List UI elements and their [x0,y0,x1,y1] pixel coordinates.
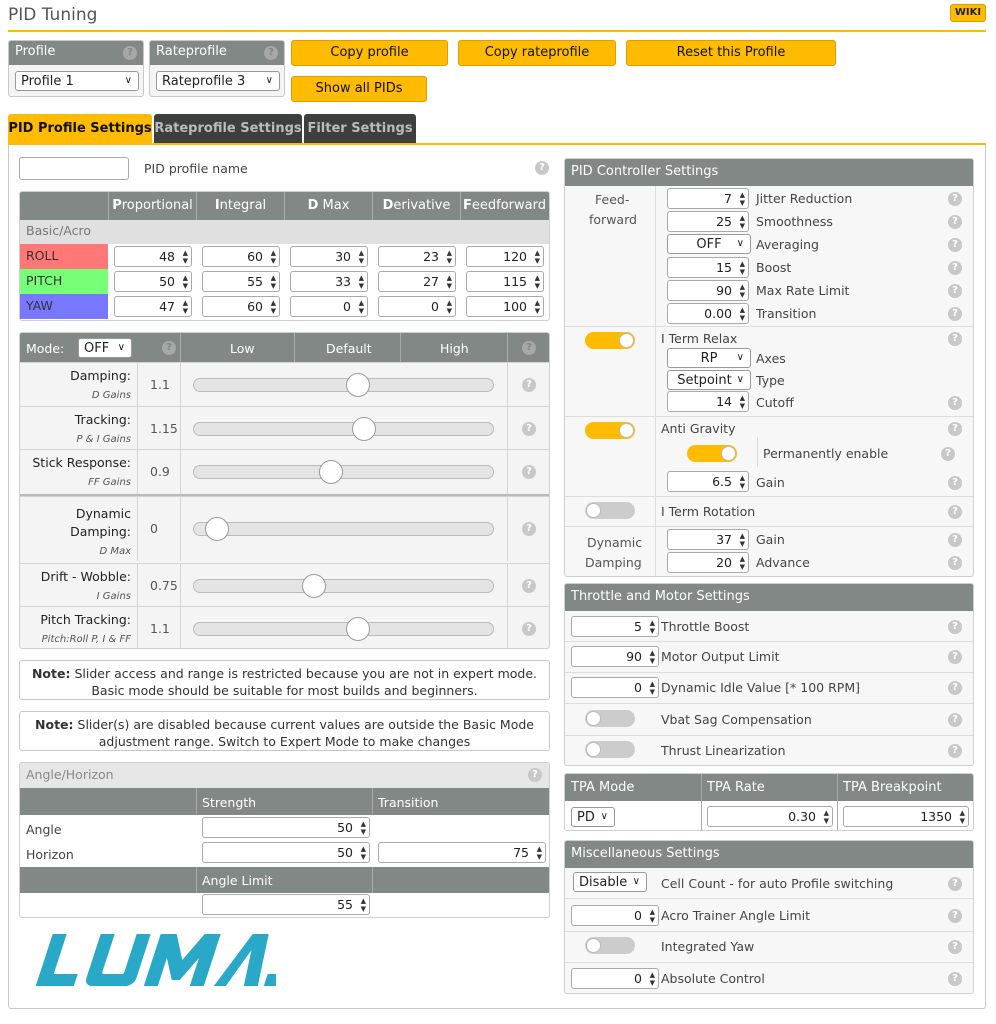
help-icon[interactable]: ? [948,744,962,758]
dynamic-damping-gain-label: Gain [756,532,785,547]
throttle-input-1[interactable]: 90 ▲ ▼ [571,646,659,667]
slider-handle[interactable] [346,617,370,641]
slider-value: 0.75 [150,577,178,593]
pid-roll-input-0[interactable]: 48 ▲ ▼ [114,246,192,267]
angle-horizon-title: Angle/Horizon [20,763,550,788]
help-icon[interactable]: ? [162,341,176,355]
slider-value: 1.15 [150,420,178,436]
help-icon[interactable]: ? [522,622,536,636]
thrust-linearization-label: Thrust Linearization [661,743,786,758]
slider-sublabel: Pitch:Roll P, I & FF [41,634,131,645]
help-icon[interactable]: ? [948,877,962,891]
profile-label: Profile [15,44,56,59]
tpa-panel [564,773,974,831]
slider-row [20,563,550,606]
absolute-control-input[interactable]: 0 ▲ ▼ [571,968,659,989]
rateprofile-label: Rateprofile [156,44,227,59]
vbat-sag-toggle[interactable] [585,710,635,727]
help-icon[interactable]: ? [948,505,962,519]
tpa-mode-header: TPA Mode [571,780,635,795]
angle-label: Angle [26,822,62,837]
expert-mode-note: Note: Slider access and range is restricted because you are not in expert mode. Basic mode should be suitable for most builds and beginners. [19,660,550,700]
chevron-down-icon: ∨ [632,876,640,887]
integrated-yaw-label: Integrated Yaw [661,939,755,954]
angle-horizon-panel [19,762,550,918]
help-icon[interactable]: ? [948,556,962,570]
throttle-motor-title: Throttle and Motor Settings [565,584,974,611]
acro-trainer-label: Acro Trainer Angle Limit [661,908,811,923]
wiki-button[interactable]: WIKI [950,4,986,22]
cutoff-label: Cutoff [756,395,794,410]
reset-profile-button[interactable]: Reset this Profile [626,40,836,66]
pid-profile-name-input[interactable] [19,157,129,180]
anti-gravity-label: Anti Gravity [661,421,736,436]
slider-track[interactable] [193,422,494,436]
help-icon[interactable]: ? [948,909,962,923]
angle-limit-input[interactable]: 55 ▲ ▼ [202,894,370,915]
slider-value: 0 [150,521,158,536]
pid-roll-input-4[interactable]: 120 ▲ ▼ [466,246,544,267]
help-icon[interactable]: ? [264,46,278,60]
slider-sublabel: P & I Gains [76,434,131,445]
slider-row [20,449,550,493]
help-icon[interactable]: ? [123,46,137,60]
help-icon[interactable]: ? [948,650,962,664]
profile-select[interactable]: Profile 1 ∨ [15,71,139,91]
slider-row [20,406,550,449]
slider-disabled-note: Note: Slider(s) are disabled because current values are outside the Basic Mode adjustment range. Switch to Expert Mode to make changes [19,711,550,751]
axes-label: Axes [756,351,786,366]
anti-gravity-gain-label: Gain [756,475,785,490]
help-icon[interactable]: ? [522,422,536,436]
slider-sublabel: FF Gains [88,477,131,488]
feedforward-label-2: forward [589,212,637,227]
help-icon[interactable]: ? [948,332,962,346]
slider-sublabel: D Max [99,546,131,557]
type-label: Type [756,373,785,388]
tpa-rate-input[interactable]: 0.30 ▲ ▼ [707,806,833,827]
copy-profile-button[interactable]: Copy profile [291,40,448,66]
throttle-label-2: Dynamic Idle Value [* 100 RPM] [661,680,860,695]
help-icon[interactable]: ? [948,396,962,410]
slider-label: Tracking: [74,412,131,427]
pid-axis-yaw: YAW [20,294,108,319]
slider-value: 1.1 [150,621,170,636]
slider-handle[interactable] [319,460,343,484]
pid-roll-input-2[interactable]: 30 ▲ ▼ [290,246,368,267]
chevron-down-icon: ∨ [736,238,744,249]
slider-label: Damping: [70,368,131,383]
pid-axis-pitch: PITCH [20,269,108,294]
iterm-relax-cutoff-input[interactable]: 14 ▲ ▼ [667,391,749,412]
help-icon[interactable]: ? [948,215,962,229]
angle-strength-input[interactable]: 50 ▲ ▼ [202,817,370,838]
slider-track[interactable] [193,378,494,392]
pid-header-1: Integral [196,192,284,220]
page-title: PID Tuning [8,5,98,25]
slider-handle[interactable] [205,517,229,541]
ff-input-5[interactable]: 0.00 ▲ ▼ [667,303,749,324]
help-icon[interactable]: ? [535,161,549,175]
help-icon[interactable]: ? [948,238,962,252]
strength-header: Strength [202,795,257,810]
pid-header-4: Feedforward [460,192,548,220]
help-icon[interactable]: ? [941,447,955,461]
pid-controller-title: PID Controller Settings [565,159,974,186]
pid-yaw-input-1[interactable]: 60 ▲ ▼ [202,296,280,317]
slider-default-label: Default [326,341,372,356]
ff-label-4: Max Rate Limit [756,283,850,298]
chevron-down-icon: ∨ [600,811,608,822]
pid-roll-input-1[interactable]: 60 ▲ ▼ [202,246,280,267]
transition-header: Transition [378,795,439,810]
slider-sublabel: D Gains [91,390,131,401]
mode-select[interactable]: OFF ∨ [78,338,132,358]
pid-yaw-input-2[interactable]: 0 ▲ ▼ [290,296,368,317]
slider-track[interactable] [193,579,494,593]
iterm-rotation-toggle[interactable] [585,502,635,519]
slider-high-label: High [440,341,469,356]
iterm-relax-axes-select[interactable]: RP ∨ [667,348,751,368]
slider-row [20,606,550,649]
help-icon[interactable]: ? [948,192,962,206]
angle-limit-header: Angle Limit [202,873,273,888]
feedforward-label: Feed- [595,192,630,207]
throttle-label-0: Throttle Boost [661,619,750,634]
help-icon[interactable]: ? [948,476,962,490]
pid-header-3: Derivative [372,192,460,220]
slider-label: Dynamic [75,506,131,521]
iterm-relax-toggle[interactable] [585,332,635,349]
anti-gravity-gain-input[interactable]: 6.5 ▲ ▼ [667,471,749,492]
tpa-mode-select[interactable]: PD ∨ [571,807,615,827]
ff-label-3: Boost [756,260,792,275]
tpa-breakpoint-header: TPA Breakpoint [843,780,942,795]
throttle-label-1: Motor Output Limit [661,649,780,664]
copy-rateprofile-button[interactable]: Copy rateprofile [458,40,616,66]
chevron-down-icon: ∨ [265,75,273,86]
throttle-input-2[interactable]: 0 ▲ ▼ [571,677,659,698]
throttle-motor-panel [564,583,974,766]
slider-label: Drift - Wobble: [40,569,131,584]
help-icon[interactable]: ? [522,341,536,355]
slider-panel [19,332,550,649]
help-icon[interactable]: ? [948,620,962,634]
tab-pid-profile-settings[interactable]: PID Profile Settings [8,114,152,144]
dynamic-damping-advance-label: Advance [756,555,810,570]
pid-roll-input-3[interactable]: 23 ▲ ▼ [378,246,456,267]
help-icon[interactable]: ? [948,261,962,275]
pid-pitch-input-0[interactable]: 50 ▲ ▼ [114,271,192,292]
slider-handle[interactable] [302,574,326,598]
tab-filter-settings[interactable]: Filter Settings [304,114,416,144]
ff-label-2: Averaging [756,237,819,252]
help-icon[interactable]: ? [948,972,962,986]
thrust-linearization-toggle[interactable] [585,741,635,758]
mode-label: Mode: [26,341,65,356]
acro-trainer-input[interactable]: 0 ▲ ▼ [571,905,659,926]
integrated-yaw-toggle[interactable] [585,937,635,954]
pid-header-0: Proportional [108,192,196,220]
page-header [8,0,986,32]
ff-label-5: Transition [756,306,817,321]
ff-input-4[interactable]: 90 ▲ ▼ [667,280,749,301]
rateprofile-select[interactable]: Rateprofile 3 ∨ [156,71,280,91]
iterm-relax-label: I Term Relax [661,331,738,346]
pid-controller-panel [564,158,974,577]
slider-value: 0.9 [150,464,170,479]
anti-gravity-toggle[interactable] [585,422,635,439]
rateprofile-box [149,40,285,97]
pid-pitch-input-2[interactable]: 33 ▲ ▼ [290,271,368,292]
slider-handle[interactable] [346,373,370,397]
luma-logo [26,930,276,1000]
pid-yaw-input-0[interactable]: 47 ▲ ▼ [114,296,192,317]
vbat-sag-label: Vbat Sag Compensation [661,712,812,727]
help-icon[interactable]: ? [948,422,962,436]
ff-input-0[interactable]: 7 ▲ ▼ [667,188,749,209]
pid-pitch-input-4[interactable]: 115 ▲ ▼ [466,271,544,292]
help-icon[interactable]: ? [522,465,536,479]
absolute-control-label: Absolute Control [661,971,765,986]
chevron-down-icon: ∨ [736,352,744,363]
chevron-down-icon: ∨ [117,342,125,353]
slider-sublabel: I Gains [96,591,131,602]
pid-section-label: Basic/Acro [20,220,550,244]
horizon-label: Horizon [26,847,74,862]
pid-pitch-input-3[interactable]: 27 ▲ ▼ [378,271,456,292]
pid-pitch-input-1[interactable]: 55 ▲ ▼ [202,271,280,292]
help-icon[interactable]: ? [948,713,962,727]
slider-label-2: Damping: [70,524,131,539]
help-icon[interactable]: ? [948,284,962,298]
pid-table [19,191,550,321]
anti-gravity-permanent-toggle[interactable] [687,445,737,462]
slider-track[interactable] [193,465,494,479]
slider-label: Stick Response: [32,455,131,470]
slider-low-label: Low [230,341,255,356]
horizon-transition-input[interactable]: 75 ▲ ▼ [378,842,546,863]
dynamic-damping-gain-input[interactable]: 37 ▲ ▼ [667,529,749,550]
tab-rateprofile-settings[interactable]: Rateprofile Settings [154,114,302,144]
cell-count-select[interactable]: Disable ∨ [573,872,647,892]
help-icon[interactable]: ? [528,768,542,782]
tpa-rate-header: TPA Rate [707,780,765,795]
help-icon[interactable]: ? [948,533,962,547]
cell-count-label: Cell Count - for auto Profile switching [661,876,894,891]
slider-track[interactable] [193,522,494,536]
pid-profile-name-label: PID profile name [144,161,248,176]
chevron-down-icon: ∨ [736,374,744,385]
slider-row [20,496,550,560]
iterm-rotation-label: I Term Rotation [661,504,756,519]
slider-value: 1.1 [150,377,170,392]
permanently-enable-label: Permanently enable [763,446,889,461]
help-icon[interactable]: ? [948,681,962,695]
throttle-input-0[interactable]: 5 ▲ ▼ [571,616,659,637]
misc-title: Miscellaneous Settings [565,841,974,868]
help-icon[interactable]: ? [522,522,536,536]
chevron-down-icon: ∨ [124,75,132,86]
ff-label-1: Smoothness [756,214,833,229]
pid-yaw-input-3[interactable]: 0 ▲ ▼ [378,296,456,317]
show-all-pids-button[interactable]: Show all PIDs [291,76,427,102]
ff-label-0: Jitter Reduction [756,191,853,206]
ff-input-3[interactable]: 15 ▲ ▼ [667,257,749,278]
slider-label: Pitch Tracking: [40,612,131,627]
ff-input-1[interactable]: 25 ▲ ▼ [667,211,749,232]
dynamic-damping-label: Dynamic [587,535,643,550]
tpa-breakpoint-input[interactable]: 1350 ▲ ▼ [843,806,969,827]
pid-axis-roll: ROLL [20,244,108,269]
profile-box [8,40,144,97]
help-icon[interactable]: ? [948,940,962,954]
help-icon[interactable]: ? [522,579,536,593]
dynamic-damping-label-2: Damping [585,555,642,570]
slider-handle[interactable] [352,417,376,441]
help-icon[interactable]: ? [948,307,962,321]
horizon-strength-input[interactable]: 50 ▲ ▼ [202,842,370,863]
iterm-relax-type-select[interactable]: Setpoint ∨ [667,370,751,390]
pid-yaw-input-4[interactable]: 100 ▲ ▼ [466,296,544,317]
slider-track[interactable] [193,622,494,636]
misc-panel [564,840,974,994]
pid-header-2: D Max [284,192,372,220]
slider-row [20,362,550,406]
help-icon[interactable]: ? [522,378,536,392]
ff-averaging-select[interactable]: OFF ∨ [667,234,751,254]
dynamic-damping-advance-input[interactable]: 20 ▲ ▼ [667,552,749,573]
